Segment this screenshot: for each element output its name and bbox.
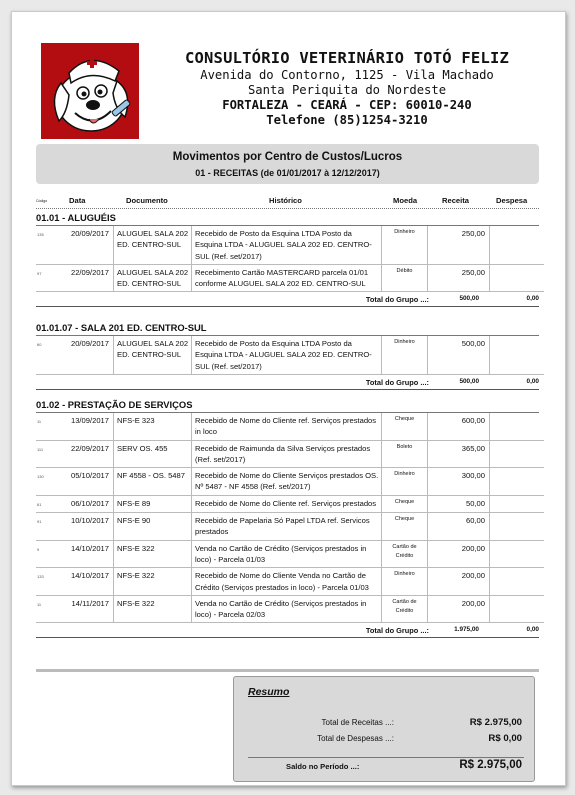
table-row (36, 264, 544, 292)
row-despesa (490, 468, 545, 496)
table-row (36, 595, 544, 623)
row-moeda: Dinheiro (382, 336, 428, 374)
row-document: NFS-E 90 (114, 513, 192, 541)
row-date: 14/10/2017 (56, 568, 114, 596)
row-despesa (490, 264, 545, 292)
row-despesa (490, 336, 545, 374)
row-moeda: Cartão de Crédito (382, 595, 428, 623)
row-document: ALUGUEL SALA 202 ED. CENTRO-SUL (114, 336, 192, 374)
row-history: Recebido de Posto da Esquina LTDA Posto da Esquina LTDA - ALUGUEL SALA 202 ED. CENTRO-SUL (Ref. set/2017) (192, 336, 382, 374)
group-table (36, 336, 544, 375)
saldo-label: Saldo no Período ...: (286, 762, 360, 771)
row-receita: 250,00 (428, 264, 490, 292)
report-page (11, 11, 566, 786)
col-moeda: Moeda (393, 196, 418, 205)
clinic-address: Avenida do Contorno, 1125 - Vila Machado (200, 68, 494, 82)
row-moeda: Cheque (382, 413, 428, 440)
row-history: Recebido de Raimunda da Silva Serviços prestados (Ref. set/2017) (192, 440, 382, 468)
table-row (36, 440, 544, 468)
group-table (36, 413, 544, 623)
saldo-value: R$ 2.975,00 (459, 759, 522, 771)
row-moeda: Cheque (382, 513, 428, 541)
clinic-name: CONSULTÓRIO VETERINÁRIO TOTÓ FELIZ (184, 49, 510, 67)
row-code: 97 (36, 264, 56, 292)
row-receita: 200,00 (428, 540, 490, 568)
group-total-rule (36, 637, 539, 638)
row-code: 11 (36, 413, 56, 440)
clinic-district: Santa Periquita do Nordeste (247, 83, 447, 97)
row-date: 22/09/2017 (56, 440, 114, 468)
row-receita: 50,00 (428, 495, 490, 512)
group-total-receita: 1.975,00 (454, 626, 479, 634)
group-total-rule (36, 306, 539, 307)
report-title: Movimentos por Centro de Custos/Lucros (172, 151, 403, 163)
row-document: NFS-E 322 (114, 568, 192, 596)
row-despesa (490, 440, 545, 468)
group-total-label: Total do Grupo ...: (365, 626, 429, 636)
row-moeda: Débito (382, 264, 428, 292)
dog-doctor-logo-icon (41, 43, 139, 139)
row-history: Recebido de Nome do Cliente ref. Serviços prestados in loco (192, 413, 382, 440)
row-despesa (490, 495, 545, 512)
row-date: 06/10/2017 (56, 495, 114, 512)
row-date: 22/09/2017 (56, 264, 114, 292)
row-receita: 200,00 (428, 568, 490, 596)
col-history: Histórico (269, 196, 302, 205)
clinic-phone: Telefone (85)1254-3210 (266, 113, 428, 127)
row-moeda: Dinheiro (382, 468, 428, 496)
summary-box (233, 676, 535, 782)
group-sala-201 (36, 321, 539, 390)
row-document: NFS-E 322 (114, 540, 192, 568)
group-total-rule (36, 389, 539, 390)
table-row (36, 540, 544, 568)
row-code: 135 (36, 226, 56, 264)
row-receita: 250,00 (428, 226, 490, 264)
col-document: Documento (126, 196, 168, 205)
group-table (36, 226, 544, 292)
total-receitas-label: Total de Receitas ...: (321, 718, 394, 727)
table-row (36, 226, 544, 264)
row-document: ALUGUEL SALA 202 ED. CENTRO-SUL (114, 264, 192, 292)
row-document: NFS-E 322 (114, 595, 192, 623)
clinic-logo (41, 43, 139, 139)
report-title-box (36, 144, 539, 184)
row-despesa (490, 540, 545, 568)
col-receita: Receita (442, 196, 470, 205)
row-date: 14/11/2017 (56, 595, 114, 623)
row-despesa (490, 595, 545, 623)
row-date: 05/10/2017 (56, 468, 114, 496)
group-total (36, 292, 539, 306)
group-total-despesa: 0,00 (526, 377, 539, 385)
group-total (36, 375, 539, 389)
table-row (36, 568, 544, 596)
group-total-receita: 500,00 (459, 377, 479, 385)
row-code: 9 (36, 540, 56, 568)
row-history: Recebido de Papelaria Só Papel LTDA ref. Servicos prestados (192, 513, 382, 541)
row-history: Venda no Cartão de Crédito (Serviços prestados in loco) - Parcela 02/03 (192, 595, 382, 623)
row-receita: 60,00 (428, 513, 490, 541)
group-title: 01.01.07 - SALA 201 ED. CENTRO-SUL (36, 321, 539, 336)
clinic-header (147, 49, 547, 128)
row-date: 20/09/2017 (56, 336, 114, 374)
row-history: Recebido de Nome do Cliente Serviços prestados OS. Nº 5487 - NF 4558 (Ref. set/2017) (192, 468, 382, 496)
col-code: Código (36, 199, 48, 203)
row-document: SERV OS. 455 (114, 440, 192, 468)
summary-title: Resumo (248, 686, 290, 698)
row-date: 20/09/2017 (56, 226, 114, 264)
row-despesa (490, 513, 545, 541)
row-history: Recebimento Cartão MASTERCARD parcela 01/01 conforme ALUGUEL SALA 202 ED. CENTRO-SUL (192, 264, 382, 292)
group-total-label: Total do Grupo ...: (365, 377, 429, 387)
row-history: Recebido de Posto da Esquina LTDA Posto da Esquina LTDA - ALUGUEL SALA 202 ED. CENTRO-SUL (Ref. set/2017) (192, 226, 382, 264)
row-receita: 500,00 (428, 336, 490, 374)
row-date: 14/10/2017 (56, 540, 114, 568)
table-row (36, 468, 544, 496)
clinic-city: FORTALEZA - CEARÁ - CEP: 60010-240 (222, 98, 472, 112)
group-title: 01.02 - PRESTAÇÃO DE SERVIÇOS (36, 398, 539, 413)
row-document: ALUGUEL SALA 202 ED. CENTRO-SUL (114, 226, 192, 264)
row-code: 130 (36, 468, 56, 496)
row-despesa (490, 413, 545, 440)
row-receita: 300,00 (428, 468, 490, 496)
row-history: Recebido de Nome do Cliente Venda no Cartão de Crédito (Serviços prestados in loco) - Parcela 01/03 (192, 568, 382, 596)
row-moeda: Boleto (382, 440, 428, 468)
row-despesa (490, 568, 545, 596)
row-document: NFS-E 89 (114, 495, 192, 512)
group-alugueis (36, 211, 539, 307)
report-subtitle: 01 - RECEITAS (de 01/01/2017 à 12/12/2017) (195, 168, 380, 178)
col-date: Data (69, 196, 86, 205)
total-despesas-label: Total de Despesas ...: (317, 734, 394, 743)
col-despesa: Despesa (496, 196, 528, 205)
summary-divider (248, 757, 524, 758)
row-code: 11 (36, 595, 56, 623)
column-header (36, 195, 539, 209)
row-document: NF 4558 - OS. 5487 (114, 468, 192, 496)
group-total-despesa: 0,00 (526, 295, 539, 303)
row-document: NFS-E 323 (114, 413, 192, 440)
row-receita: 600,00 (428, 413, 490, 440)
row-moeda: Cheque (382, 495, 428, 512)
row-moeda: Dinheiro (382, 226, 428, 264)
row-date: 13/09/2017 (56, 413, 114, 440)
row-moeda: Dinheiro (382, 568, 428, 596)
table-row (36, 495, 544, 512)
row-code: 91 (36, 513, 56, 541)
table-row (36, 413, 544, 440)
row-code: 60 (36, 336, 56, 374)
group-total-despesa: 0,00 (526, 626, 539, 634)
row-date: 10/10/2017 (56, 513, 114, 541)
total-despesas-value: R$ 0,00 (488, 733, 522, 744)
row-receita: 200,00 (428, 595, 490, 623)
row-history: Recebido de Nome do Cliente ref. Serviços prestados (192, 495, 382, 512)
end-divider (36, 669, 539, 672)
table-row (36, 513, 544, 541)
row-code: 133 (36, 568, 56, 596)
group-title: 01.01 - ALUGUÉIS (36, 211, 539, 226)
group-total-receita: 500,00 (459, 295, 479, 303)
row-moeda: Cartão de Crédito (382, 540, 428, 568)
group-total-label: Total do Grupo ...: (365, 295, 429, 305)
table-row (36, 336, 544, 374)
group-prestacao-servicos (36, 398, 539, 638)
row-receita: 365,00 (428, 440, 490, 468)
row-code: 111 (36, 440, 56, 468)
row-history: Venda no Cartão de Crédito (Serviços prestados in loco) - Parcela 01/03 (192, 540, 382, 568)
total-receitas-value: R$ 2.975,00 (469, 717, 522, 728)
row-code: 61 (36, 495, 56, 512)
group-total (36, 623, 539, 637)
row-despesa (490, 226, 545, 264)
